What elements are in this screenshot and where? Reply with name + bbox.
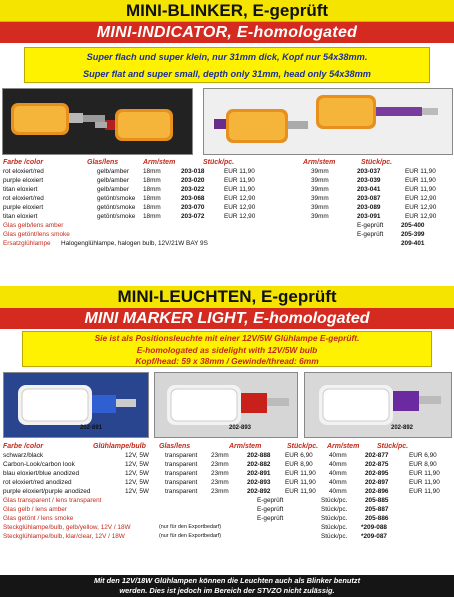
col-arm: Arm/stem — [143, 159, 176, 166]
row-arm2: 39mm — [311, 168, 329, 175]
row-arm2: 39mm — [311, 213, 329, 220]
list-item — [3, 221, 453, 230]
table-row — [3, 167, 453, 176]
row-code2: 203-091 — [357, 213, 381, 220]
row-arm: 23mm — [211, 470, 229, 477]
row-arm2: 39mm — [311, 186, 329, 193]
row-color: purple eloxiert — [3, 204, 44, 211]
row-arm: 18mm — [143, 177, 161, 184]
extra-unit: E-geprüft — [257, 515, 284, 522]
col-color: Farbe /color — [3, 159, 44, 166]
row-code2: 202-895 — [365, 470, 389, 477]
col-price2: Stück/pc. — [361, 159, 393, 166]
extra-note: (nur für den Exportbedarf) — [159, 524, 222, 530]
row-color: titan eloxiert — [3, 186, 38, 193]
row-glass: gelb/amber — [97, 177, 129, 184]
extra-unit: E-geprüft — [257, 497, 284, 504]
table-row — [3, 212, 453, 221]
table-row — [3, 176, 453, 185]
list-item — [3, 230, 453, 239]
red-marker-illustration — [155, 373, 298, 438]
row-code2: 202-897 — [365, 479, 389, 486]
row-code: 203-068 — [181, 195, 205, 202]
section2-subtitle: MINI MARKER LIGHT, E-homologated — [0, 308, 454, 329]
extra-code: 205-399 — [401, 231, 425, 238]
section2-intro-line3: Kopf/head: 59 x 38mm / Gewinde/thread: 6mm — [135, 356, 319, 366]
marker-light-photo-purple — [304, 372, 452, 438]
extra-pc: Stück/pc. — [321, 533, 348, 540]
list-item — [3, 514, 453, 523]
row-arm2: 40mm — [329, 479, 347, 486]
row-arm2: 40mm — [329, 488, 347, 495]
section1-subtitle: MINI-INDICATOR, E-homologated — [0, 22, 454, 43]
list-item — [3, 496, 453, 505]
extra-label: Glas getönt / lens smoke — [3, 515, 74, 522]
row-price: EUR 8,90 — [285, 461, 313, 468]
row-price2: EUR 11,90 — [405, 168, 436, 175]
extra-label: Steckglühlampe/bulb, gelb/yellow, 12V / 18W — [3, 524, 131, 531]
row-code2: 203-087 — [357, 195, 381, 202]
row-price: EUR 11,90 — [285, 488, 316, 495]
row-bulb: 12V, 5W — [125, 461, 149, 468]
bulb-label: Ersatzglühlampe — [3, 240, 51, 247]
row-glass: gelb/amber — [97, 186, 129, 193]
row-color: rot eloxiert/red — [3, 195, 44, 202]
row-code2: 202-875 — [365, 461, 389, 468]
row-price: EUR 11,90 — [285, 470, 316, 477]
row-price: EUR 11,90 — [224, 168, 255, 175]
footer-line2: werden. Dies ist jedoch im Bereich der STVZO nicht zulässig. — [119, 586, 335, 595]
row-price2: EUR 8,90 — [409, 461, 437, 468]
row-price2: EUR 11,90 — [409, 479, 440, 486]
row-price2: EUR 11,90 — [405, 177, 436, 184]
extra-code: 205-885 — [365, 497, 389, 504]
table-row — [3, 203, 453, 212]
extra-code: 205-886 — [365, 515, 389, 522]
table-row — [3, 451, 453, 460]
blue-marker-illustration — [4, 373, 149, 438]
row-arm: 18mm — [143, 213, 161, 220]
row-code2: 202-896 — [365, 488, 389, 495]
col-price2: Stück/pc. — [377, 443, 409, 450]
row-price2: EUR 6,90 — [409, 452, 437, 459]
mini-indicator-photo-left — [2, 88, 193, 155]
row-bulb: 12V, 5W — [125, 488, 149, 495]
col-glass: Glas/lens — [159, 443, 191, 450]
row-code: 202-893 — [247, 479, 271, 486]
row-price: EUR 12,90 — [224, 204, 256, 211]
list-item — [3, 523, 453, 532]
row-arm: 18mm — [143, 168, 161, 175]
extra-label: Glas gelb/lens amber — [3, 222, 64, 229]
row-arm: 18mm — [143, 186, 161, 193]
row-price: EUR 12,90 — [224, 195, 256, 202]
extra-pc: Stück/pc. — [321, 524, 348, 531]
extra-unit: E-geprüft — [357, 222, 384, 229]
row-price2: EUR 12,90 — [405, 195, 437, 202]
extra-pc: Stück/pc. — [321, 497, 348, 504]
section2-intro-line1: Sie ist als Positionsleuchte mit einer 12V/5W Glühlampe E-geprüft. — [94, 333, 360, 343]
photo-label: 202-891 — [80, 425, 103, 431]
extra-label: Glas gelb / lens amber — [3, 506, 67, 513]
section1-intro — [24, 47, 430, 83]
bulb-desc: Halogenglühlampe, halogen bulb, 12V/21W BAY 9S — [61, 240, 208, 247]
mini-indicator-photo-right — [203, 88, 453, 155]
extra-pc: Stück/pc. — [321, 515, 348, 522]
table-row — [3, 487, 453, 496]
row-glass: transparent — [165, 452, 198, 459]
extra-code: 205-400 — [401, 222, 425, 229]
photo-label: 202-893 — [229, 425, 252, 431]
row-price2: EUR 12,90 — [405, 213, 437, 220]
row-glass: transparent — [165, 470, 198, 477]
extra-note: (nur für den Exportbedarf) — [159, 533, 222, 539]
list-item — [3, 505, 453, 514]
row-price2: EUR 12,90 — [405, 204, 437, 211]
extra-code: *209-088 — [361, 524, 387, 531]
row-code2: 202-877 — [365, 452, 389, 459]
row-price: EUR 6,90 — [285, 452, 313, 459]
row-arm2: 40mm — [329, 452, 347, 459]
row-code: 202-888 — [247, 452, 271, 459]
row-price: EUR 11,90 — [224, 177, 255, 184]
row-bulb: 12V, 5W — [125, 452, 149, 459]
row-code: 202-892 — [247, 488, 271, 495]
section2-intro — [22, 331, 432, 367]
footer-note — [0, 575, 454, 597]
col-price: Stück/pc. — [287, 443, 319, 450]
row-arm2: 39mm — [311, 204, 329, 211]
row-bulb: 12V, 5W — [125, 479, 149, 486]
section1-intro-de: Super flach und super klein, nur 31mm dick, Kopf nur 54x38mm. — [86, 52, 368, 62]
row-code: 203-020 — [181, 177, 205, 184]
section2-table-header — [3, 442, 453, 451]
extra-label: Glas getönt/lens smoke — [3, 231, 70, 238]
row-price2: EUR 11,90 — [409, 488, 440, 495]
row-color: schwarz/black — [3, 452, 44, 459]
extra-unit: E-geprüft — [257, 506, 284, 513]
extra-unit: E-geprüft — [357, 231, 384, 238]
row-arm2: 39mm — [311, 195, 329, 202]
list-item — [3, 239, 453, 248]
col-color: Farbe /color — [3, 443, 44, 450]
row-arm2: 39mm — [311, 177, 329, 184]
col-price: Stück/pc. — [203, 159, 235, 166]
table-row — [3, 478, 453, 487]
section1-table-header — [3, 158, 453, 167]
row-price2: EUR 11,90 — [409, 470, 440, 477]
row-code2: 203-041 — [357, 186, 381, 193]
row-arm: 23mm — [211, 452, 229, 459]
row-code: 203-018 — [181, 168, 205, 175]
indicator-pair-illustration — [3, 89, 193, 155]
col-arm2: Arm/stem — [327, 443, 360, 450]
indicator-long-illustration — [204, 89, 453, 155]
list-item — [3, 532, 453, 541]
row-arm: 23mm — [211, 479, 229, 486]
row-code2: 203-039 — [357, 177, 381, 184]
row-price: EUR 12,90 — [224, 213, 256, 220]
table-row — [3, 469, 453, 478]
row-code: 202-891 — [247, 470, 271, 477]
marker-light-photo-blue — [3, 372, 149, 438]
row-glass: transparent — [165, 461, 198, 468]
row-color: Carbon-Look/carbon look — [3, 461, 75, 468]
row-code: 202-882 — [247, 461, 271, 468]
row-price: EUR 11,90 — [285, 479, 316, 486]
section2-title: MINI-LEUCHTEN, E-geprüft — [0, 286, 454, 308]
row-glass: getönt/smoke — [97, 204, 136, 211]
row-color: blau eloxiert/blue anodized — [3, 470, 80, 477]
photo-label: 202-892 — [391, 425, 414, 431]
row-glass: transparent — [165, 479, 198, 486]
row-arm: 18mm — [143, 204, 161, 211]
row-code: 203-022 — [181, 186, 205, 193]
row-code: 203-070 — [181, 204, 205, 211]
row-arm2: 40mm — [329, 461, 347, 468]
extra-code: *209-087 — [361, 533, 387, 540]
col-arm2: Arm/stem — [303, 159, 336, 166]
purple-marker-illustration — [305, 373, 452, 438]
row-glass: getönt/smoke — [97, 195, 136, 202]
bulb-code: 209-401 — [401, 240, 425, 247]
row-color: rot eloxiert/red — [3, 168, 44, 175]
marker-light-photo-red — [154, 372, 298, 438]
row-arm: 18mm — [143, 195, 161, 202]
row-glass: transparent — [165, 488, 198, 495]
row-code2: 203-037 — [357, 168, 381, 175]
col-glass: Glas/lens — [87, 159, 119, 166]
row-arm: 23mm — [211, 461, 229, 468]
row-code: 203-072 — [181, 213, 205, 220]
extra-code: 205-887 — [365, 506, 389, 513]
row-color: titan eloxiert — [3, 213, 38, 220]
row-color: purple eloxiert/purple anodized — [3, 488, 91, 495]
row-color: rot eloxiert/red anodized — [3, 479, 72, 486]
col-bulb: Glühlampe/bulb — [93, 443, 146, 450]
section1-title: MINI-BLINKER, E-geprüft — [0, 0, 454, 22]
row-color: purple eloxiert — [3, 177, 44, 184]
footer-line1: Mit den 12V/18W Glühlampen können die Leuchten auch als Blinker benutzt — [93, 576, 361, 585]
row-glass: gelb/amber — [97, 168, 129, 175]
row-arm2: 40mm — [329, 470, 347, 477]
extra-label: Glas transparent / lens transparent — [3, 497, 102, 504]
row-price: EUR 11,90 — [224, 186, 255, 193]
row-bulb: 12V, 5W — [125, 470, 149, 477]
section2-intro-line2: E-homologated as sidelight with 12V/5W bulb — [136, 344, 318, 355]
row-glass: getönt/smoke — [97, 213, 136, 220]
row-code2: 203-089 — [357, 204, 381, 211]
row-arm: 23mm — [211, 488, 229, 495]
table-row — [3, 460, 453, 469]
table-row — [3, 185, 453, 194]
col-arm: Arm/stem — [229, 443, 262, 450]
row-price2: EUR 11,90 — [405, 186, 436, 193]
extra-pc: Stück/pc. — [321, 506, 348, 513]
section1-intro-en: Super flat and super small, depth only 31mm, head only 54x38mm — [83, 69, 371, 79]
table-row — [3, 194, 453, 203]
extra-label: Steckglühlampe/bulb, klar/clear, 12V / 18W — [3, 533, 125, 540]
